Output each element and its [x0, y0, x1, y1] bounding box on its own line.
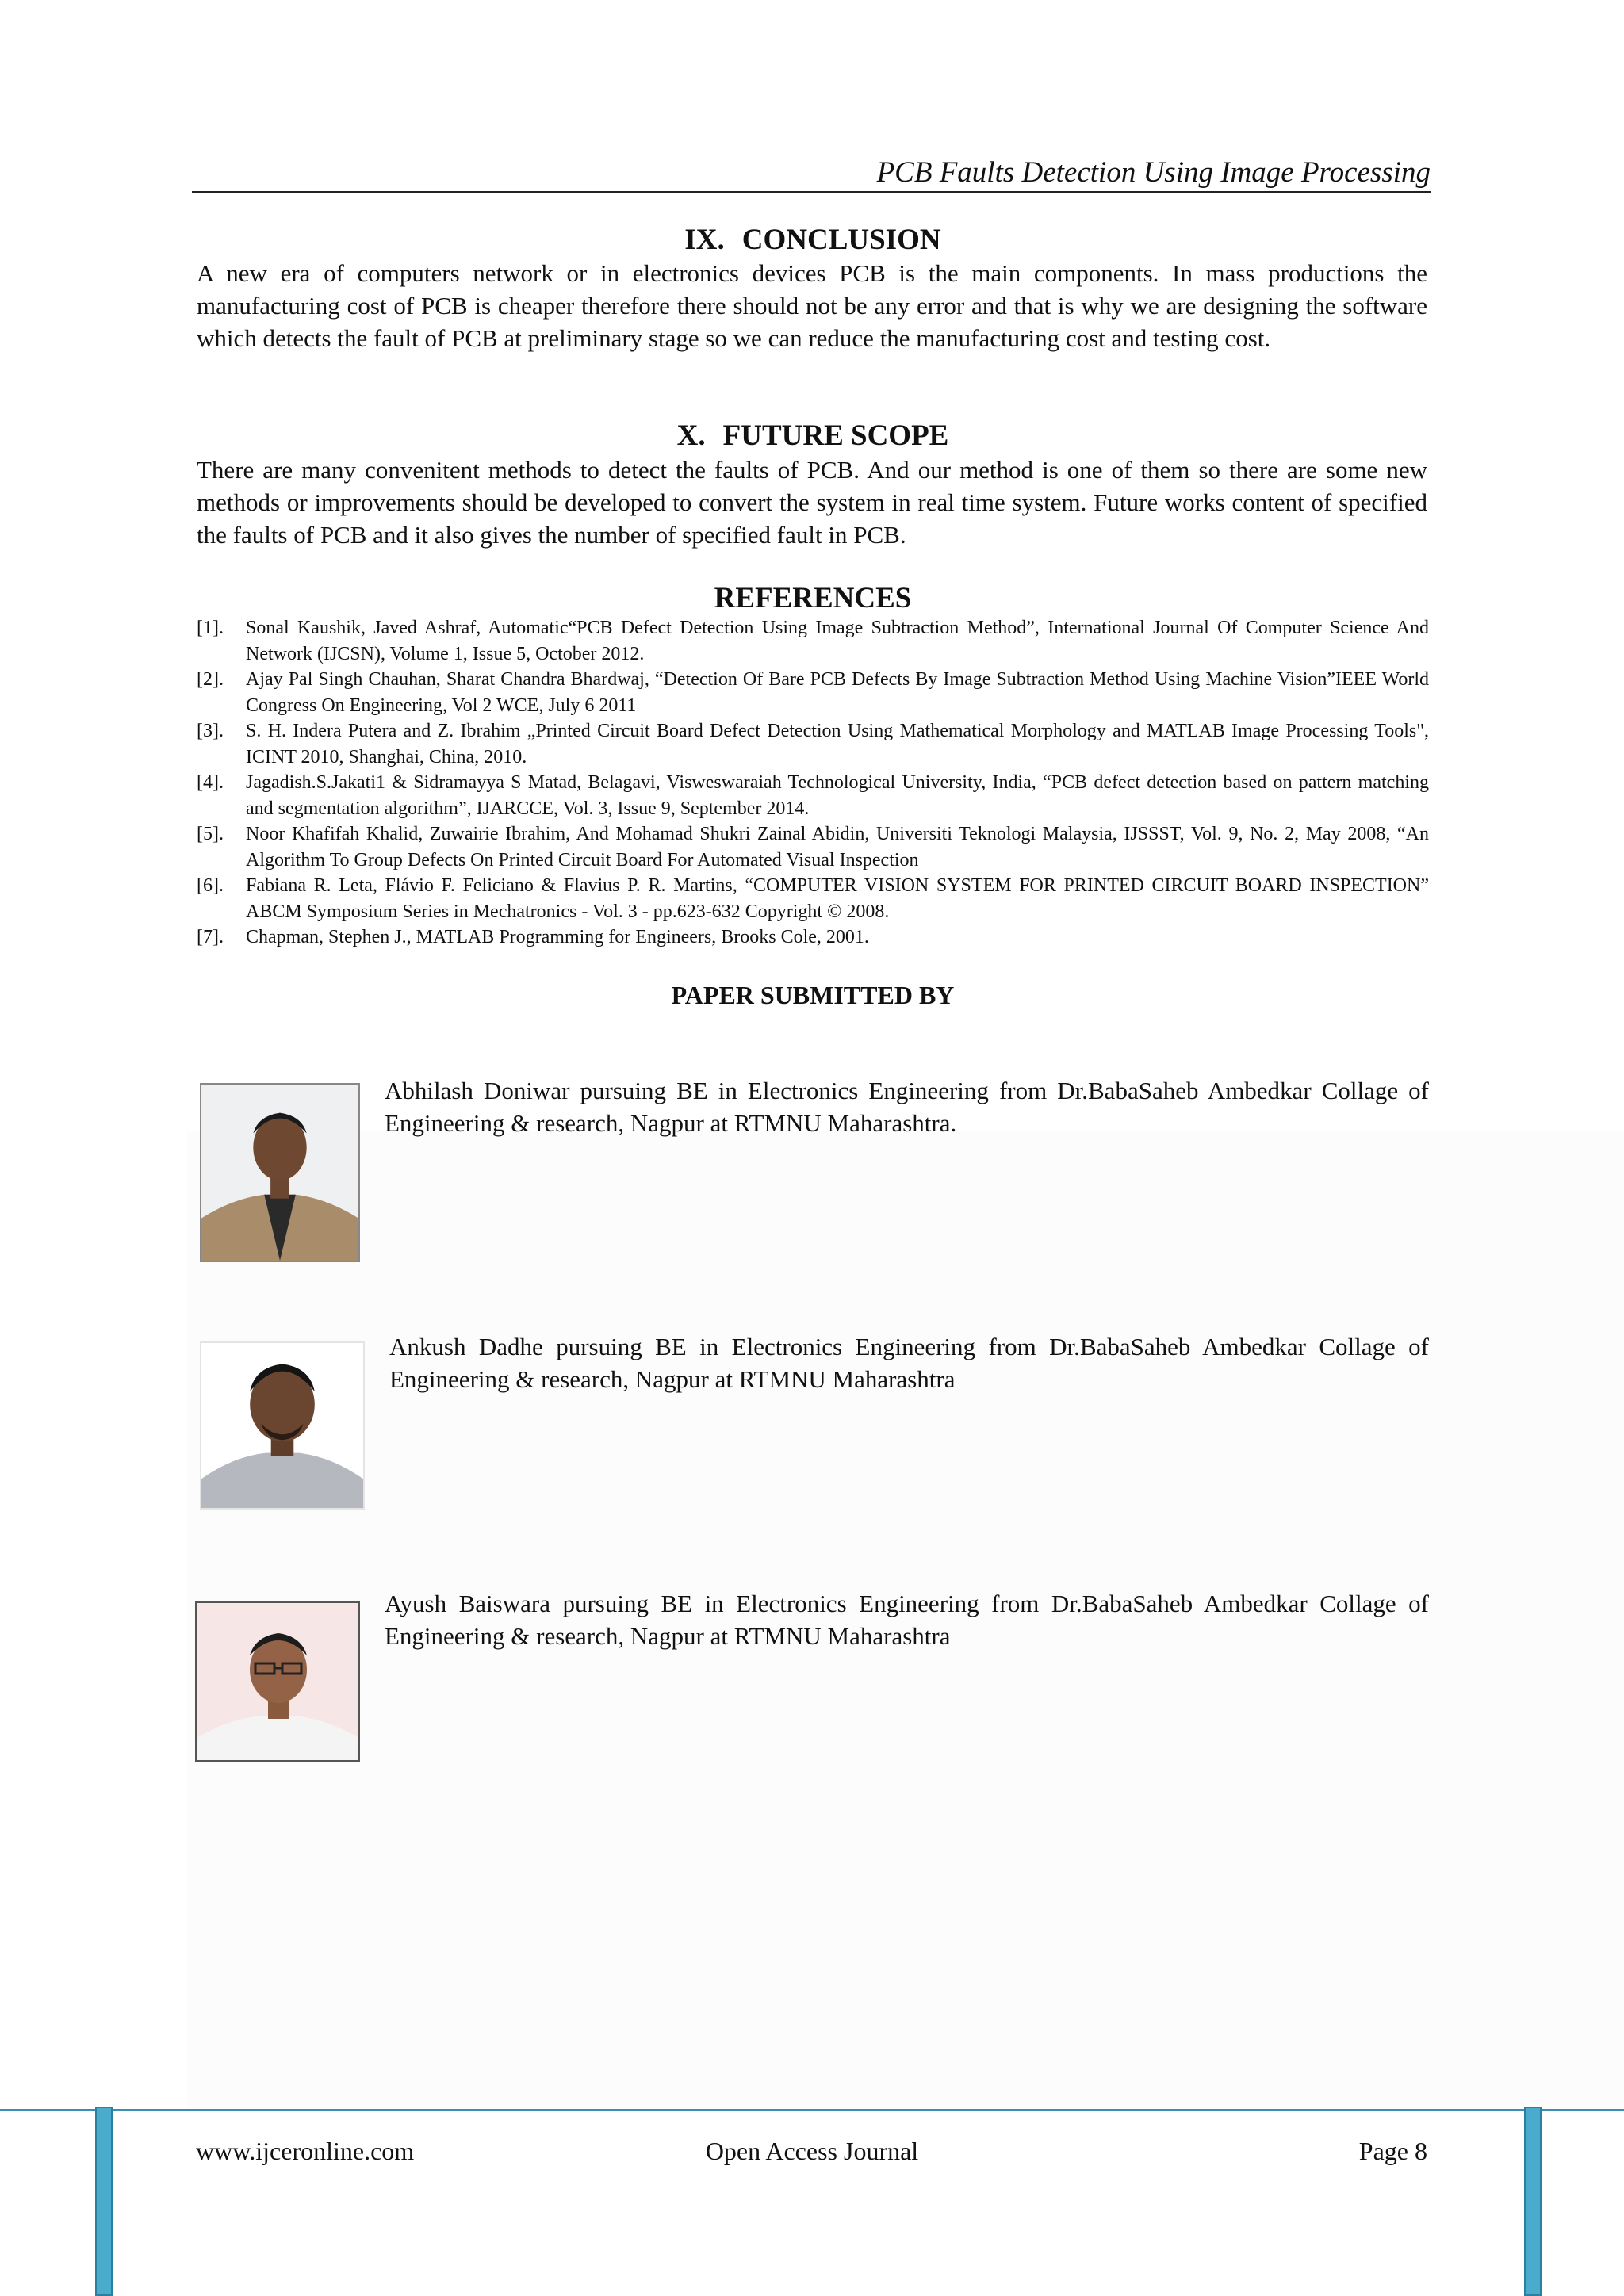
reference-text: Ajay Pal Singh Chauhan, Sharat Chandra Bhardwaj, “Detection Of Bare PCB Defects By Image Subtraction Method Using Machine Vision”IEEE World Congress On Engineering, Vol 2 WCE, July 6 2011 [246, 669, 1429, 716]
reference-text: Jagadish.S.Jakati1 & Sidramayya S Matad, Belagavi, Visweswaraiah Technological University, India, “PCB defect detection based on pattern matching and segmentation algorithm”, IJARCCE, Vol. 3, Issue 9, September 2014. [246, 772, 1429, 819]
reference-text: Fabiana R. Leta, Flávio F. Feliciano & Flavius P. R. Martins, “COMPUTER VISION SYSTEM FOR PRINTED CIRCUIT BOARD INSPECTION” ABCM Symposium Series in Mechatronics - Vol. 3 - pp.623-632 Copyright © 2008. [246, 875, 1429, 922]
reference-number: [1]. [197, 618, 224, 638]
conclusion-title: CONCLUSION [741, 224, 941, 256]
reference-text: Noor Khafifah Khalid, Zuwairie Ibrahim, And Mohamad Shukri Zainal Abidin, Universiti Teknologi Malaysia, IJSSST, Vol. 9, No. 2, May 2008, “An Algorithm To Group Defects On Printed Circuit Board For Automated Visual Inspection [246, 824, 1429, 871]
header-rule [192, 191, 1431, 193]
reference-item [197, 873, 1429, 924]
author-photo-icon [200, 1083, 360, 1262]
reference-number: [4]. [197, 772, 224, 793]
reference-number: [7]. [197, 927, 224, 947]
author-bio: Ayush Baiswara pursuing BE in Electronics Engineering from Dr.BabaSaheb Ambedkar Collage of Engineering & research, Nagpur at RTMNU Maharashtra [385, 1590, 1429, 1650]
footer-left-bar [95, 2107, 113, 2296]
reference-number: [5]. [197, 824, 224, 844]
reference-item [197, 718, 1429, 770]
future-scope-title: FUTURE SCOPE [722, 419, 949, 452]
reference-list [197, 615, 1429, 951]
reference-text: S. H. Indera Putera and Z. Ibrahim „Printed Circuit Board Defect Detection Using Mathematical Morphology and MATLAB Image Processing Tools", ICINT 2010, Shanghai, China, 2010. [246, 721, 1429, 767]
author-bio: Abhilash Doniwar pursuing BE in Electronics Engineering from Dr.BabaSaheb Ambedkar Collage of Engineering & research, Nagpur at RTMNU Maharashtra. [385, 1077, 1429, 1137]
reference-text: Sonal Kaushik, Javed Ashraf, Automatic“PCB Defect Detection Using Image Subtraction Method”, International Journal Of Computer Science And Network (IJCSN), Volume 1, Issue 5, October 2012. [246, 618, 1429, 664]
reference-item [197, 924, 1429, 951]
footer-right-bar [1524, 2107, 1542, 2296]
future-scope-heading [195, 419, 1431, 453]
footer-journal: Open Access Journal [705, 2137, 919, 2165]
reference-number: [3]. [197, 721, 224, 741]
reference-item [197, 821, 1429, 873]
reference-number: [2]. [197, 669, 224, 690]
author-photo-icon [200, 1341, 365, 1510]
footer-rule [0, 2109, 1624, 2111]
future-scope-number: X. [676, 419, 706, 452]
running-title: PCB Faults Detection Using Image Processing [876, 156, 1431, 189]
reference-item [197, 770, 1429, 821]
conclusion-number: IX. [684, 224, 725, 256]
reference-item [197, 667, 1429, 718]
submitted-by-heading: PAPER SUBMITTED BY [671, 981, 955, 1009]
conclusion-heading [195, 223, 1431, 258]
footer-page-number: Page 8 [1358, 2137, 1427, 2165]
reference-number: [6]. [197, 875, 224, 896]
footer-website: www.ijceronline.com [196, 2137, 415, 2165]
author-bio: Ankush Dadhe pursuing BE in Electronics Engineering from Dr.BabaSaheb Ambedkar Collage of Engineering & research, Nagpur at RTMNU Maharashtra [389, 1333, 1429, 1393]
author-photo-icon [195, 1601, 360, 1762]
reference-text: Chapman, Stephen J., MATLAB Programming for Engineers, Brooks Cole, 2001. [246, 927, 869, 947]
future-scope-text: There are many convenitent methods to detect the faults of PCB. And our method is one of them so there are some new methods or improvements should be developed to convert the system in real time system. Future works content of specified the faults of PCB and it also gives the number of specified fault in PCB. [197, 456, 1427, 549]
conclusion-text: A new era of computers network or in electronics devices PCB is the main components. In mass productions the manufacturing cost of PCB is cheaper therefore there should not be any error and that is why we are designing the software which detects the fault of PCB at preliminary stage so we can reduce the manufacturing cost and testing cost. [197, 259, 1427, 352]
reference-item [197, 615, 1429, 667]
references-heading: REFERENCES [714, 582, 912, 614]
